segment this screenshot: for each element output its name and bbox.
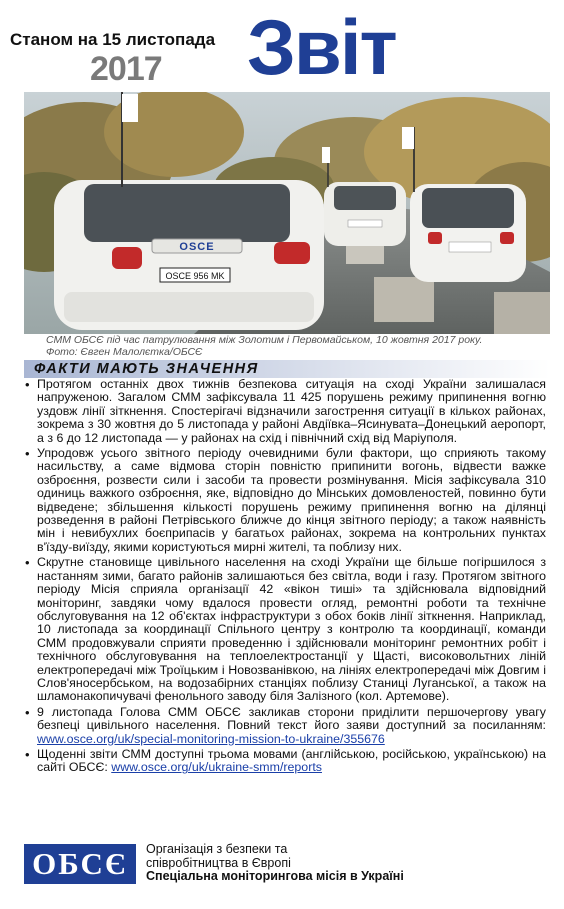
report-year: 2017 bbox=[90, 50, 162, 88]
facts-heading: ФАКТИ МАЮТЬ ЗНАЧЕННЯ bbox=[34, 361, 259, 377]
patrol-photo-illustration bbox=[24, 92, 550, 334]
report-date: Станом на 15 листопада bbox=[10, 30, 216, 49]
fact-item bbox=[24, 706, 546, 746]
facts-section-header bbox=[24, 360, 550, 378]
car-emblem-text: OSCE bbox=[179, 241, 215, 253]
fact-text: Щоденні звіти СММ доступні трьома мовами (англійською, російською, українською) на сайті ОБСЄ: bbox=[37, 746, 546, 775]
photo-caption-line: СММ ОБСЄ під час патрулювання між Золотим і Первомайськом, 10 жовтня 2017 року. bbox=[46, 334, 483, 346]
fact-item bbox=[24, 447, 546, 554]
fact-item bbox=[24, 748, 546, 775]
statement-link[interactable]: www.osce.org/uk/special-monitoring-mission-to-ukraine/355676 bbox=[37, 731, 385, 746]
patrol-photo bbox=[24, 92, 550, 334]
report-header bbox=[0, 0, 564, 92]
fact-item bbox=[24, 378, 546, 445]
footer bbox=[24, 842, 550, 888]
osce-logo: ОБСЄ bbox=[24, 844, 136, 884]
photo-credit: Фото: Євген Малолєтка/ОБСЄ bbox=[46, 346, 203, 358]
report-title: Звіт bbox=[247, 3, 396, 91]
footer-mission-name: Спеціальна моніторингова місія в Україні bbox=[146, 869, 404, 883]
fact-item bbox=[24, 556, 546, 703]
fact-text: Протягом останніх двох тижнів безпекова ситуація на сході України залишалася напруженою. Загалом СММ зафіксувала 11 425 порушень режиму припинення вогню уздовж лінії зіткнення. Спостерігачі відзначили загострення ситуації в кількох районах, зокрема з 30 жовтня до 5 листопада у районі Авдіївка–Ясинувата–Донецький аеропорт, а з 6 до 12 листопада — у районах на схід і північний схід від Маріуполя. bbox=[37, 377, 546, 445]
footer-org-line: співробітництва в Європі bbox=[146, 855, 291, 870]
footer-org-line: Організація з безпеки та bbox=[146, 842, 288, 856]
photo-caption bbox=[46, 334, 546, 358]
license-plate-text: OSCE 956 MK bbox=[165, 271, 225, 281]
facts-list bbox=[24, 378, 546, 777]
reports-link[interactable]: www.osce.org/uk/ukraine-smm/reports bbox=[111, 760, 322, 775]
footer-org-text bbox=[146, 843, 404, 884]
fact-text: Скрутне становище цивільного населення на сході України ще більше погіршилося з настанням зими, багато районів залишаються без світла, води і газу. Протягом звітного періоду Місія сприяла організації 42 «вікон тиші» та здійснювала відповідний моніторинг, завдяки чому вдалося провести огляд, ремонтні роботи та технічне обслуговування на 12 об'єктах інфраструктури з обох боків лінії зіткнення. Наприклад, 10 листопада за координації Спільного центру з контролю та координації, команди СММ продовжували сприяти проведенню і здійснювали моніторинг ремонтних робіт і технічного обслуговування на теплоелектростанції у Щасті, високовольтних ліній електропередачі між Троїцьким і Новозванівкою, на лініях електропередачі між Довгим і Слов'яносербськом, на водозабірних станціях поблизу Станиці Луганської, а також на шламонакопичувачі фенольного заводу біля Залізного (кол. Артемове). bbox=[37, 555, 546, 704]
fact-text: Упродовж усього звітного періоду очевидними були фактори, що сприяють такому насильству, а саме відмова сторін повністю припинити вогонь, відвести важке озброєння, розвести сили і засоби та провести розмінування. Місія зафіксувала 310 одиниць важкого озброєння, яке, відповідно до Мінських домовленостей, повинно бути відведене; збільшення кількості порушень режиму припинення вогню на ділянці розведення в районі Петрівського ближче до кінця звітного періоду; а також наявність мін і невибухлих боєприпасів у багатьох районах, зокрема на контрольних пунктах в'їзду-виїзду, якими користуються мирні жителі, та поблизу них. bbox=[37, 446, 546, 554]
fact-text: 9 листопада Голова СММ ОБСЄ закликав сторони приділити першочергову увагу безпеці цивільного населення. Повний текст його заяви доступний за посиланням: bbox=[37, 704, 546, 733]
